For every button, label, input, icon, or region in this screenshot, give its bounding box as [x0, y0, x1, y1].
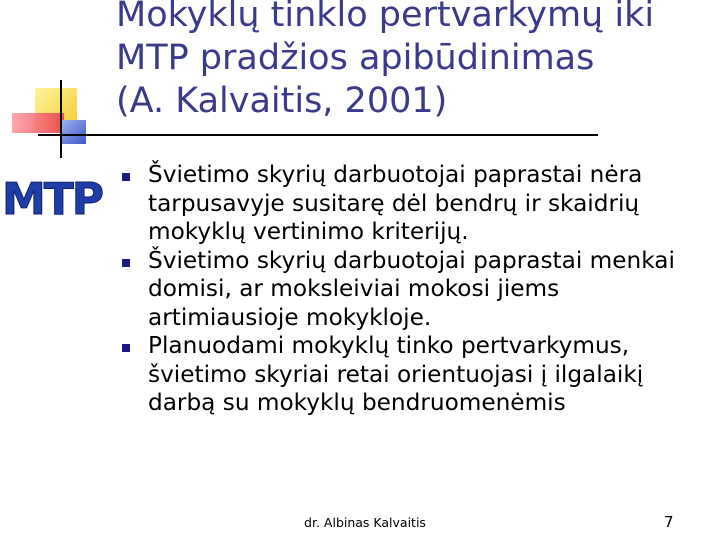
title-line-3: (A. Kalvaitis, 2001) [116, 81, 448, 121]
bullet-text: Švietimo skyrių darbuotojai paprastai nėra tarpusavyje susitarę dėl bendrų ir skaidrių mokyklų vertinimo kriterijų. [148, 161, 643, 245]
title-line-1: Mokyklų tinklo pertvarkymų iki [116, 0, 655, 35]
logo-text: MTP [2, 174, 103, 225]
bullet-text: Planuodami mokyklų tinko pertvarkymus, švietimo skyriai retai orientuojasi į ilgalaikį darbą su mokyklų bendruomenėmis [148, 332, 644, 416]
square-bullet-icon [122, 173, 130, 181]
bullet-list [118, 161, 698, 418]
title-divider [38, 134, 598, 136]
square-bullet-icon [122, 344, 130, 352]
page-number: 7 [664, 513, 674, 531]
bullet-item [118, 161, 698, 247]
bullet-item [118, 332, 698, 418]
bullet-item [118, 247, 698, 333]
title-line-2: MTP pradžios apibūdinimas [116, 38, 595, 78]
slide-title [116, 0, 716, 123]
footer-author: dr. Albinas Kalvaitis [304, 515, 426, 530]
mtp-logo [0, 170, 115, 228]
square-bullet-icon [122, 259, 130, 267]
red-bar [12, 113, 64, 133]
bullet-text: Švietimo skyrių darbuotojai paprastai menkai domisi, ar moksleiviai mokosi jiems artimiausioje mokykloje. [148, 246, 675, 331]
blue-square [62, 120, 86, 144]
